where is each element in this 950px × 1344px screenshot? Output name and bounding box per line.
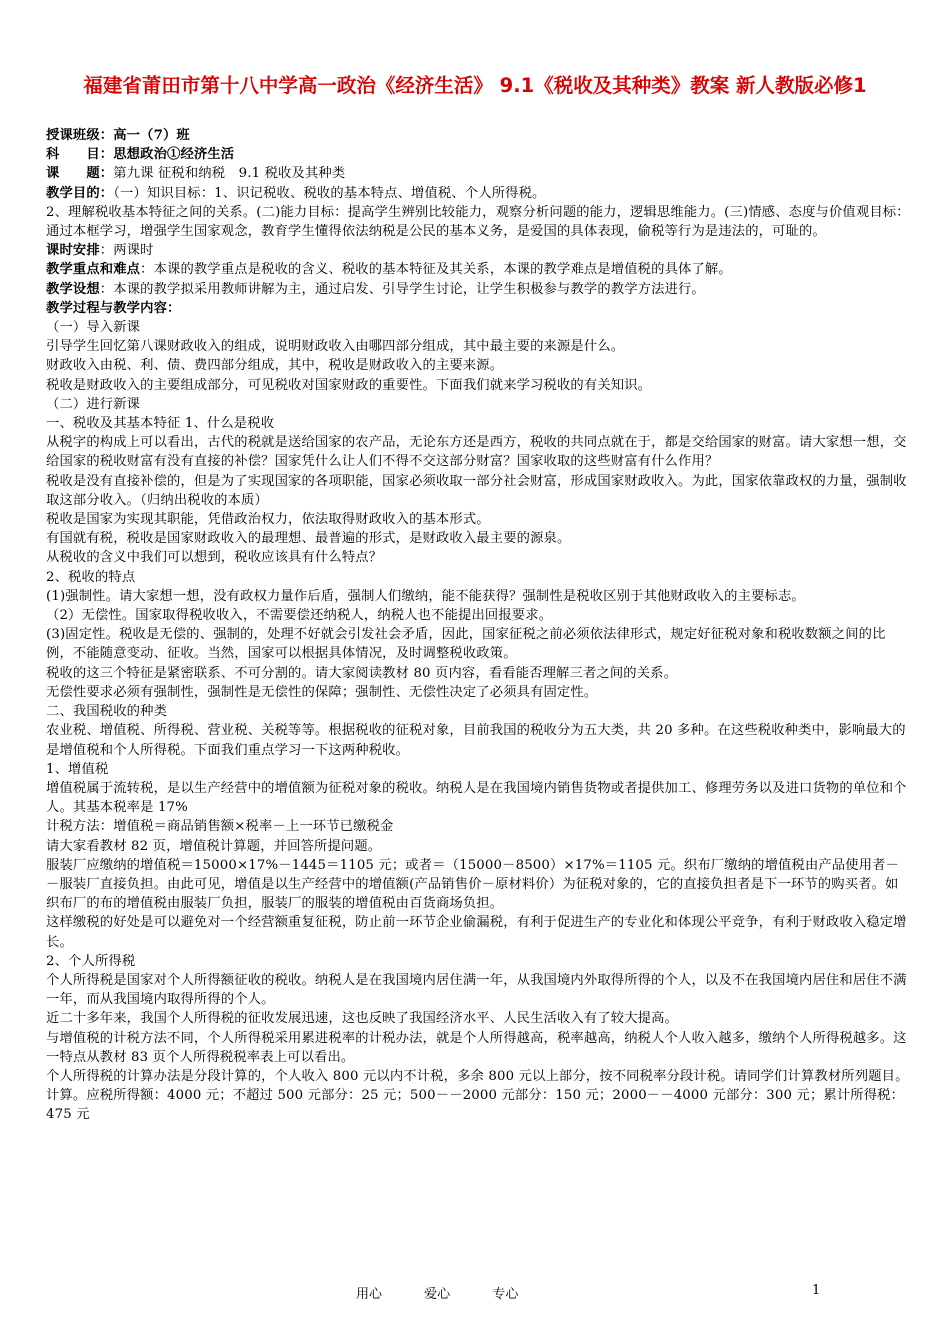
hours-label: 课时安排 (46, 243, 100, 259)
paragraph: 税收是没有直接补偿的，但是为了实现国家的各项职能，国家必须收取一部分社会财富，形成国家财政收入。为此，国家依靠政权的力量，强制收取这部分收入。（归纳出税收的本质） (46, 473, 907, 508)
paragraph: 服装厂应缴纳的增值税＝15000×17%－1445＝1105 元；或者＝（15000－8500）×17%＝1105 元。织布厂缴纳的增值税由产品使用者－－服装厂直接负担。由此可见，增值是以生产经营中的增值额(产品销售价－原材料价）为征税对象的，它的直接负担者是下一环节的购买者。如织布厂的布的增值税由服装厂负担，服装厂的服装的增值税由百货商场负担。 (46, 857, 900, 912)
paragraph: 一、税收及其基本特征 1、什么是税收 (46, 416, 275, 432)
paragraph: 财政收入由税、利、债、费四部分组成，其中，税收是财政收入的主要来源。 (46, 358, 504, 374)
paragraph: 与增值税的计税方法不同，个人所得税采用累进税率的计税办法，就是个人所得越高，税率越高，纳税人个人收入越多，缴纳个人所得税越多。这一特点从教材 83 页个人所得税税率表上可以看出。 (46, 1030, 907, 1065)
class-label: 授课班级： (46, 128, 114, 143)
paragraph: 请大家看教材 82 页，增值税计算题，并回答所提问题。 (46, 838, 382, 854)
paragraph: 有国就有税，税收是国家财政收入的最理想、最普遍的形式，是财政收入最主要的源泉。 (46, 531, 571, 547)
paragraph: 引导学生回忆第八课财政收入的组成，说明财政收入由哪四部分组成，其中最主要的来源是什么。 (46, 339, 625, 355)
paragraph: (1)强制性。请大家想一想，没有政权力量作后盾，强制人们缴纳，能不能获得？强制性是税收区别于其他财政收入的主要标志。 (46, 588, 805, 604)
paragraph: 二、我国税收的种类 (46, 704, 168, 720)
document-body (46, 126, 910, 1125)
paragraph: 这样缴税的好处是可以避免对一个经营额重复征税，防止前一环节企业偷漏税，有利于促进生产的专业化和体现公平竞争，有利于财政收入稳定增长。 (46, 915, 907, 950)
footer-motto-word: 用心 (356, 1287, 383, 1302)
goal-line (46, 184, 910, 203)
paragraph: (3)固定性。税收是无偿的、强制的，处理不好就会引发社会矛盾，因此，国家征税之前必须依法律形式，规定好征税对象和税收数额之间的比例，不能随意变动、征收。当然，国家可以根据具体情况，及时调整税收政策。 (46, 627, 886, 662)
paragraph: （二）进行新课 (46, 396, 141, 412)
design-label: 教学设想 (46, 281, 100, 297)
goal-value: （一）知识目标：1、识记税收、税收的基本特点、增值税、个人所得税。 (113, 185, 546, 201)
goal-line-2: 2、理解税收基本特征之间的关系。(二)能力目标：提高学生辨别比较能力，观察分析问题的能力，逻辑思维能力。(三)情感、态度与价值观目标：通过本框学习，增强学生国家观念，教育学生懂得依法纳税是公民的基本义务，是爱国的具体表现，偷税等行为是违法的，可耻的。 (46, 204, 910, 240)
paragraph: 计算。应税所得额：4000 元；不超过 500 元部分：25 元；500－－2000 元部分：150 元；2000－－4000 元部分：300 元；累计所得税：475 元 (46, 1088, 905, 1123)
key-label: 教学重点和难点 (46, 262, 141, 278)
paragraph: （2）无偿性。国家取得税收收入，不需要偿还纳税人，纳税人也不能提出回报要求。 (46, 608, 553, 624)
topic-value: 第九课 征税和纳税 9.1 税收及其种类 (113, 166, 346, 182)
process-heading: 教学过程与教学内容： (46, 300, 181, 316)
topic-label: 课 题： (46, 166, 114, 182)
footer-motto-word: 爱心 (424, 1287, 451, 1302)
paragraph: 税收是财政收入的主要组成部分，可见税收对国家财政的重要性。下面我们就来学习税收的有关知识。 (46, 377, 652, 393)
footer-motto (356, 1283, 556, 1302)
paragraph: 从税收的含义中我们可以想到，税收应该具有什么特点？ (46, 550, 383, 566)
subject-value: 思想政治①经济生活 (113, 147, 235, 163)
page-number: 1 (812, 1283, 821, 1298)
footer-motto-word: 专心 (492, 1287, 519, 1302)
hours-value: ：两课时 (99, 243, 154, 259)
paragraph: （一）导入新课 (46, 320, 141, 336)
topic-line (46, 164, 910, 183)
paragraph: 农业税、增值税、所得税、营业税、关税等等。根据税收的征税对象，目前我国的税收分为五大类，共 20 多种。在这些税收种类中，影响最大的是增值税和个人所得税。下面我们重点学习一下这两种税收。 (46, 723, 906, 758)
paragraph: 2、个人所得税 (46, 953, 136, 969)
design-line (46, 280, 910, 299)
paragraph: 1、增值税 (46, 761, 109, 777)
class-value: 高一（7）班 (113, 128, 190, 143)
subject-label: 科 目： (46, 147, 114, 163)
key-line (46, 260, 910, 279)
subject-line (46, 145, 910, 164)
document-title: 福建省莆田市第十八中学高一政治《经济生活》 9.1《税收及其种类》教案 新人教版必修1 (83, 74, 867, 97)
paragraph: 个人所得税的计算办法是分段计算的，个人收入 800 元以内不计税，多余 800 元以上部分，按不同税率分段计税。请同学们计算教材所列题目。 (46, 1068, 909, 1084)
paragraph: 从税字的构成上可以看出，古代的税就是送给国家的农产品，无论东方还是西方，税收的共同点就在于，都是交给国家的财富。请大家想一想，交给国家的税收财富有没有直接的补偿？国家凭什么让人们不得不交这部分财富？国家收取的这些财富有什么作用？ (46, 435, 907, 470)
paragraph: 计税方法：增值税＝商品销售额×税率－上一环节已缴税金 (46, 819, 394, 835)
design-value: ：本课的教学拟采用教师讲解为主，通过启发、引导学生讨论，让学生积极参与教学的教学方法进行。 (99, 281, 705, 297)
goal-label: 教学目的： (46, 185, 114, 201)
paragraph: 近二十多年来，我国个人所得税的征收发展迅速，这也反映了我国经济水平、人民生活收入有了较大提高。 (46, 1011, 679, 1027)
key-value: ：本课的教学重点是税收的含义、税收的基本特征及其关系，本课的教学难点是增值税的具体了解。 (140, 262, 732, 278)
paragraph: 税收是国家为实现其职能，凭借政治权力，依法取得财政收入的基本形式。 (46, 512, 490, 528)
paragraph: 个人所得税是国家对个人所得额征收的税收。纳税人是在我国境内居住满一年，从我国境内外取得所得的个人，以及不在我国境内居住和居住不满一年，而从我国境内取得所得的个人。 (46, 972, 907, 1008)
class-line (46, 126, 910, 145)
paragraph: 增值税属于流转税，是以生产经营中的增值额为征税对象的税收。纳税人是在我国境内销售货物或者提供加工、修理劳务以及进口货物的单位和个人。其基本税率是 17% (46, 780, 907, 816)
hours-line (46, 241, 910, 260)
paragraph: 无偿性要求必须有强制性，强制性是无偿性的保障；强制性、无偿性决定了必须具有固定性。 (46, 684, 598, 700)
paragraph: 2、税收的特点 (46, 569, 136, 585)
paragraph: 税收的这三个特征是紧密联系、不可分割的。请大家阅读教材 80 页内容，看看能否理解三者之间的关系。 (46, 665, 678, 681)
